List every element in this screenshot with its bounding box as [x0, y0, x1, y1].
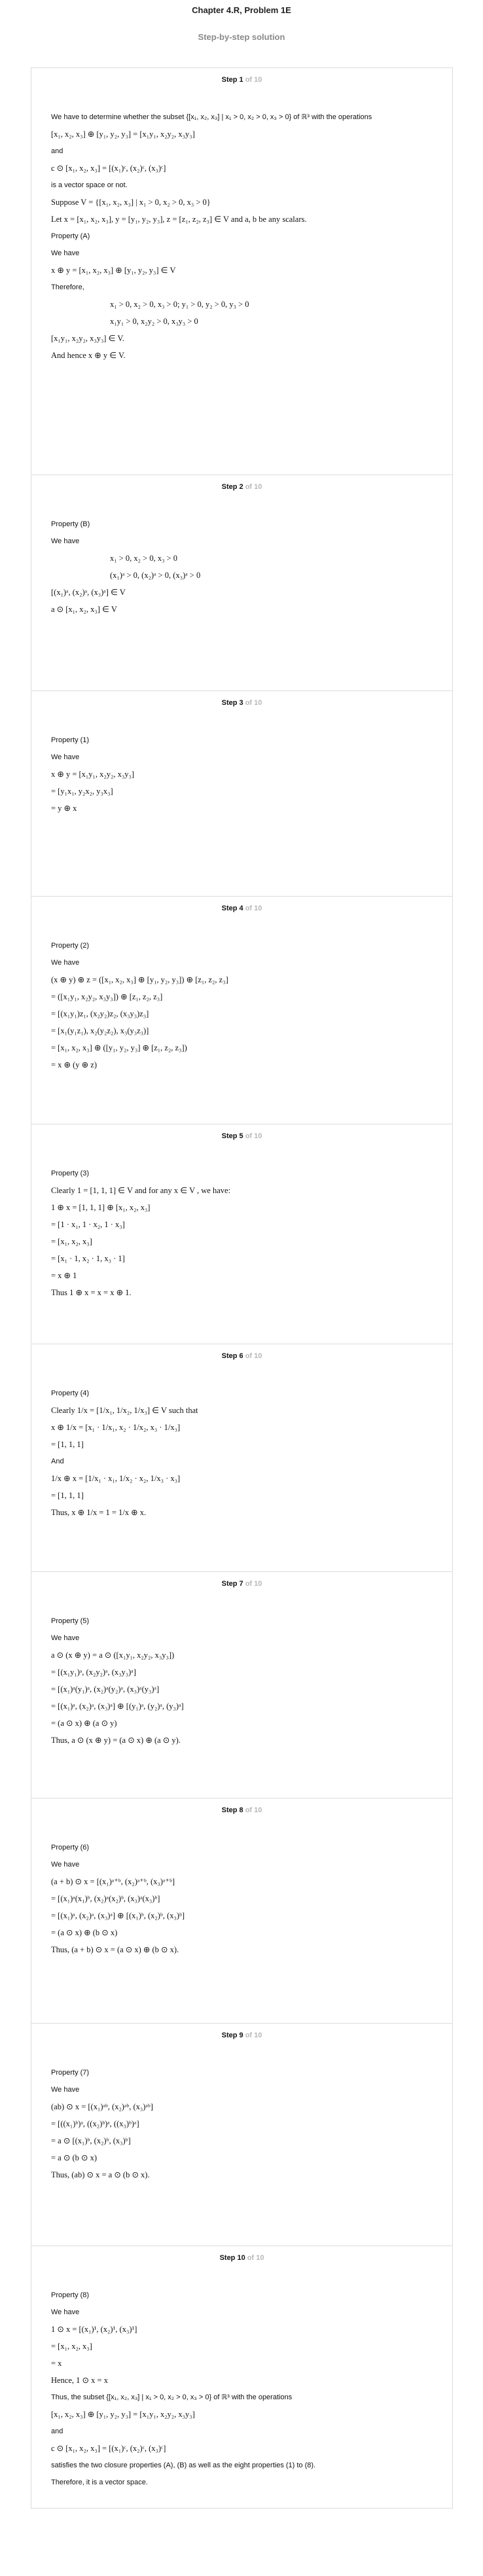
step-equation: x₁y₁ > 0, x₂y₂ > 0, x₃y₃ > 0: [110, 317, 198, 326]
step-body: [51, 1839, 439, 1958]
step-equation: c ⊙ [x₁, x₂, x₃] = [(x₁)ᶜ, (x₂)ᶜ, (x₃)ᶜ]: [51, 164, 166, 173]
step-equation: Suppose V = {[x₁, x₂, x₃] | x₁ > 0, x₂ > 0, x₃ > 0}: [51, 198, 211, 207]
step-equation: Let x = [x₁, x₂, x₃], y = [y₁, y₂, y₃], z = [z₁, z₂, z₃] ∈ V and a, b be any scalars.: [51, 215, 307, 224]
step-equation: Hence, 1 ⊙ x = x: [51, 2376, 108, 2385]
step-label: Step 8: [221, 1806, 243, 1814]
step-equation: = (a ⊙ x) ⊕ (b ⊙ x): [51, 1928, 118, 1937]
step-label: Step 6: [221, 1352, 243, 1360]
step-text: is a vector space or not.: [51, 181, 128, 189]
step-equation: = [1 · x₁, 1 · x₂, 1 · x₃]: [51, 1220, 125, 1229]
step-equation: = [y₁x₁, y₂x₂, y₃x₃]: [51, 787, 113, 796]
page-header: [0, 0, 483, 42]
step-text: Property (6): [51, 1844, 90, 1851]
step-label: Step 3: [221, 699, 243, 707]
step-equation: Thus 1 ⊕ x = x = x ⊕ 1.: [51, 1288, 132, 1297]
step-body: [51, 2064, 439, 2183]
step-total: of 10: [243, 2031, 262, 2039]
step-total: of 10: [243, 1806, 262, 1814]
step-body: [51, 732, 439, 817]
step-title: [31, 2024, 452, 2039]
step-text: We have to determine whether the subset {[x₁, x₂, x₃] | x₁ > 0, x₂ > 0, x₃ > 0} of ℝ³ with the operations: [51, 113, 372, 121]
step-equation: (a + b) ⊙ x = [(x₁)ᵃ⁺ᵇ, (x₂)ᵃ⁺ᵇ, (x₃)ᵃ⁺ᵇ]: [51, 1877, 175, 1886]
step-equation: = [((x₁)ᵇ)ᵃ, ((x₂)ᵇ)ᵃ, ((x₃)ᵇ)ᵃ]: [51, 2119, 139, 2128]
step-total: of 10: [243, 699, 262, 707]
step-title: [31, 1124, 452, 1140]
step-body: [51, 1165, 439, 1301]
step-label: Step 9: [221, 2031, 243, 2039]
step-text: And: [51, 1458, 64, 1465]
step-5: [31, 1124, 452, 1344]
step-equation: 1/x ⊕ x = [1/x₁ · x₁, 1/x₂ · x₂, 1/x₃ · x₃]: [51, 1474, 181, 1483]
step-equation: x₁ > 0, x₂ > 0, x₃ > 0: [110, 554, 177, 563]
step-equation: = [1, 1, 1]: [51, 1491, 84, 1500]
step-body: [51, 1613, 439, 1749]
step-equation: = [1, 1, 1]: [51, 1440, 84, 1449]
step-label: Step 10: [219, 2254, 245, 2262]
step-equation: (x ⊕ y) ⊕ z = ([x₁, x₂, x₃] ⊕ [y₁, y₂, y₃]) ⊕ [z₁, z₂, z₃]: [51, 975, 228, 984]
step-equation: = [x₁(y₁z₁), x₂(y₂z₂), x₃(y₃z₃)]: [51, 1026, 149, 1035]
step-equation: Thus, (ab) ⊙ x = a ⊙ (b ⊙ x).: [51, 2170, 150, 2179]
step-text: Property (B): [51, 520, 90, 528]
step-8: [31, 1798, 452, 2024]
step-text: Property (7): [51, 2069, 90, 2077]
step-equation: Thus, a ⊙ (x ⊕ y) = (a ⊙ x) ⊕ (a ⊙ y).: [51, 1736, 181, 1745]
step-equation: And hence x ⊕ y ∈ V.: [51, 351, 126, 360]
step-equation: x₁ > 0, x₂ > 0, x₃ > 0; y₁ > 0, y₂ > 0, y₃ > 0: [110, 300, 249, 309]
step-equation: = [(x₁y₁)z₁, (x₂y₂)z₂, (x₃y₃)z₃]: [51, 1009, 149, 1018]
step-6: [31, 1344, 452, 1572]
step-body: [51, 516, 439, 618]
step-equation: = [(x₁)ᵃ(y₁)ᵃ, (x₂)ᵃ(y₂)ᵃ, (x₃)ᵃ(y₃)ᵃ]: [51, 1685, 160, 1694]
step-text: Property (A): [51, 232, 90, 240]
step-equation: a ⊙ (x ⊕ y) = a ⊙ ([x₁y₁, x₂y₂, x₃y₃]): [51, 1651, 175, 1660]
step-total: of 10: [245, 2254, 264, 2262]
step-equation: Clearly 1 = [1, 1, 1] ∈ V and for any x ∈ V , we have:: [51, 1186, 231, 1195]
step-equation: [x₁y₁, x₂y₂, x₃y₃] ∈ V.: [51, 334, 124, 343]
step-equation: (x₁)ᵃ > 0, (x₂)ᵃ > 0, (x₃)ᵃ > 0: [110, 571, 201, 580]
step-equation: = x ⊕ (y ⊕ z): [51, 1060, 97, 1069]
step-text: Therefore,: [51, 283, 84, 291]
step-equation: = [x₁, x₂, x₃]: [51, 1237, 92, 1246]
step-equation: = [x₁, x₂, x₃] ⊕ ([y₁, y₂, y₃] ⊕ [z₁, z₂, z₃]): [51, 1043, 187, 1052]
step-title: [31, 897, 452, 912]
step-equation: = a ⊙ (b ⊙ x): [51, 2153, 97, 2162]
step-equation: c ⊙ [x₁, x₂, x₃] = [(x₁)ᶜ, (x₂)ᶜ, (x₃)ᶜ]: [51, 2444, 166, 2453]
step-equation: [x₁, x₂, x₃] ⊕ [y₁, y₂, y₃] = [x₁y₁, x₂y₂, x₃y₃]: [51, 2410, 195, 2419]
chapter-title: Chapter 4.R, Problem 1E: [192, 5, 291, 15]
step-text: We have: [51, 2308, 80, 2316]
step-title: [31, 475, 452, 491]
step-text: satisfies the two closure properties (A), (B) as well as the eight properties (1) to (8).: [51, 2461, 316, 2469]
step-body: [51, 1385, 439, 1521]
step-equation: [(x₁)ᵃ, (x₂)ᵃ, (x₃)ᵃ] ∈ V: [51, 588, 126, 597]
step-equation: x ⊕ 1/x = [x₁ · 1/x₁, x₂ · 1/x₂, x₃ · 1/x₃]: [51, 1423, 181, 1432]
step-equation: = x ⊕ 1: [51, 1271, 77, 1280]
step-title: [31, 1344, 452, 1360]
step-equation: = [(x₁)ᵃ, (x₂)ᵃ, (x₃)ᵃ] ⊕ [(x₁)ᵇ, (x₂)ᵇ, (x₃)ᵇ]: [51, 1911, 185, 1920]
step-title: [31, 2246, 452, 2262]
step-10: [31, 2246, 452, 2508]
step-equation: = ([x₁y₁, x₂y₂, x₃y₃]) ⊕ [z₁, z₂, z₃]: [51, 992, 163, 1001]
step-total: of 10: [243, 904, 262, 912]
step-total: of 10: [243, 1352, 262, 1360]
step-total: of 10: [243, 76, 262, 84]
step-label: Step 5: [221, 1132, 243, 1140]
step-2: [31, 475, 452, 691]
step-equation: 1 ⊕ x = [1, 1, 1] ⊕ [x₁, x₂, x₃]: [51, 1203, 151, 1212]
solution-subtitle: Step-by-step solution: [198, 32, 285, 42]
step-label: Step 2: [221, 483, 243, 491]
step-title: [31, 691, 452, 707]
step-equation: = [(x₁)ᵃ, (x₂)ᵃ, (x₃)ᵃ] ⊕ [(y₁)ᵃ, (y₂)ᵃ, (y₃)ᵃ]: [51, 1702, 184, 1711]
step-label: Step 1: [221, 76, 243, 84]
step-text: We have: [51, 1634, 80, 1642]
step-title: [31, 1798, 452, 1814]
step-body: [51, 2287, 439, 2491]
step-equation: x ⊕ y = [x₁y₁, x₂y₂, x₃y₃]: [51, 770, 134, 779]
step-equation: Thus, (a + b) ⊙ x = (a ⊙ x) ⊕ (b ⊙ x).: [51, 1945, 179, 1954]
step-text: We have: [51, 959, 80, 967]
step-title: [31, 1572, 452, 1588]
step-total: of 10: [243, 1580, 262, 1588]
step-equation: x ⊕ y = [x₁, x₂, x₃] ⊕ [y₁, y₂, y₃] ∈ V: [51, 266, 176, 275]
step-equation: = (a ⊙ x) ⊕ (a ⊙ y): [51, 1719, 117, 1728]
step-3: [31, 691, 452, 897]
step-body: [51, 937, 439, 1073]
steps-container: [31, 67, 453, 2509]
step-equation: 1 ⊙ x = [(x₁)¹, (x₂)¹, (x₃)¹]: [51, 2325, 137, 2334]
step-text: Thus, the subset {[x₁, x₂, x₃] | x₁ > 0, x₂ > 0, x₃ > 0} of ℝ³ with the operations: [51, 2393, 293, 2401]
step-label: Step 4: [221, 904, 243, 912]
step-total: of 10: [243, 483, 262, 491]
step-equation: = x: [51, 2359, 62, 2368]
step-text: We have: [51, 753, 80, 761]
step-text: Property (1): [51, 736, 90, 744]
step-equation: = [x₁, x₂, x₃]: [51, 2342, 92, 2351]
step-text: and: [51, 2427, 63, 2435]
step-text: Property (3): [51, 1170, 90, 1177]
step-equation: = [x₁ · 1, x₂ · 1, x₃ · 1]: [51, 1254, 125, 1263]
step-7: [31, 1572, 452, 1798]
step-text: Property (8): [51, 2291, 90, 2299]
step-text: Property (5): [51, 1617, 90, 1625]
step-9: [31, 2024, 452, 2246]
step-body: [51, 109, 439, 364]
step-equation: [x₁, x₂, x₃] ⊕ [y₁, y₂, y₃] = [x₁y₁, x₂y₂, x₃y₃]: [51, 130, 195, 139]
step-total: of 10: [243, 1132, 262, 1140]
step-text: and: [51, 147, 63, 155]
step-equation: = [(x₁)ᵃ(x₁)ᵇ, (x₂)ᵃ(x₂)ᵇ, (x₃)ᵃ(x₃)ᵇ]: [51, 1894, 160, 1903]
step-text: Property (2): [51, 942, 90, 950]
step-text: Property (4): [51, 1389, 90, 1397]
step-title: [31, 68, 452, 84]
step-text: We have: [51, 2086, 80, 2094]
step-text: We have: [51, 1861, 80, 1869]
step-4: [31, 897, 452, 1124]
step-equation: = y ⊕ x: [51, 804, 77, 813]
step-equation: = [(x₁y₁)ᵃ, (x₂y₂)ᵃ, (x₃y₃)ᵃ]: [51, 1668, 136, 1677]
step-equation: Thus, x ⊕ 1/x = 1 = 1/x ⊕ x.: [51, 1508, 147, 1517]
step-equation: = a ⊙ [(x₁)ᵇ, (x₂)ᵇ, (x₃)ᵇ]: [51, 2136, 131, 2145]
step-1: [31, 68, 452, 475]
step-text: We have: [51, 537, 80, 545]
step-equation: Clearly 1/x = [1/x₁, 1/x₂, 1/x₃] ∈ V such that: [51, 1406, 198, 1415]
step-text: Therefore, it is a vector space.: [51, 2478, 148, 2486]
step-equation: a ⊙ [x₁, x₂, x₃] ∈ V: [51, 605, 117, 614]
step-text: We have: [51, 249, 80, 257]
step-equation: (ab) ⊙ x = [(x₁)ᵃᵇ, (x₂)ᵃᵇ, (x₃)ᵃᵇ]: [51, 2102, 153, 2111]
step-label: Step 7: [221, 1580, 243, 1588]
